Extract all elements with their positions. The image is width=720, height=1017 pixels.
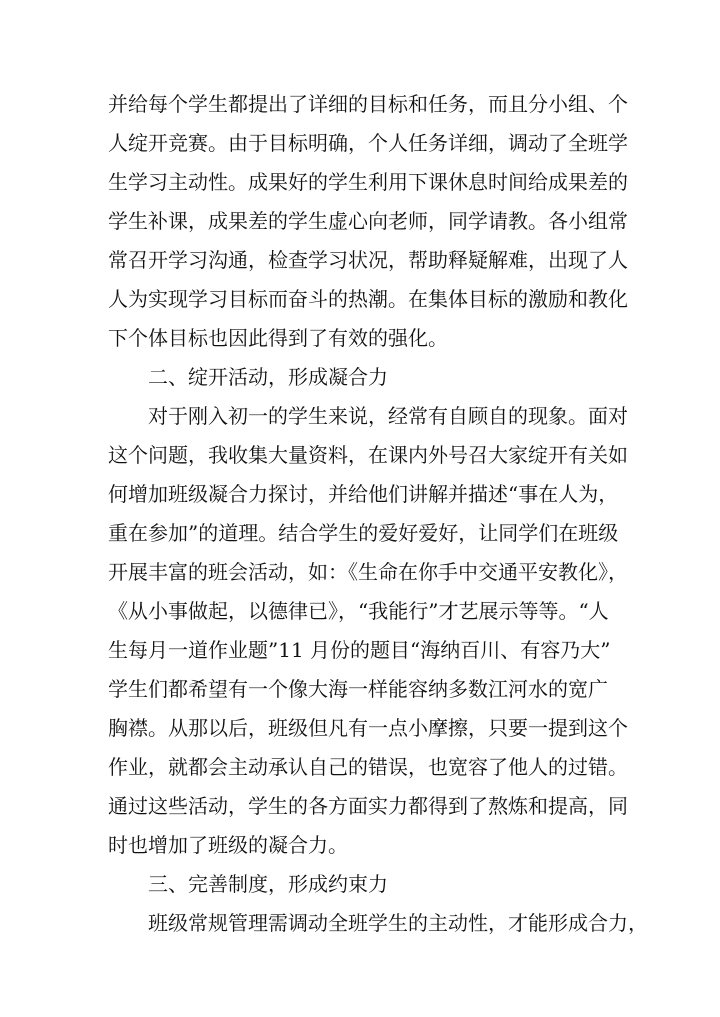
paragraph-line: 常召开学习沟通，检查学习状况，帮助释疑解难，出现了人 (108, 248, 628, 272)
paragraph-line: 班级常规管理需调动全班学生的主动性，才能形成合力， (148, 911, 648, 935)
paragraph-line: 人为实现学习目标而奋斗的热潮。在集体目标的激励和教化 (108, 287, 628, 311)
paragraph-line: 学生们都希望有一个像大海一样能容纳多数江河水的宽广 (108, 677, 608, 701)
paragraph-line: 生每月一道作业题”11 月份的题目“海纳百川、有容乃大” (108, 638, 611, 662)
paragraph-line: 这个问题，我收集大量资料，在课内外号召大家绽开有关如 (108, 443, 628, 467)
paragraph-line: 通过这些活动，学生的各方面实力都得到了熬炼和提高，同 (108, 794, 628, 818)
paragraph-line: 生学习主动性。成果好的学生利用下课休息时间给成果差的 (108, 170, 628, 194)
paragraph-line: 开展丰富的班会活动，如：《生命在你手中交通平安教化》， (108, 560, 628, 584)
paragraph-line: 学生补课，成果差的学生虚心向老师，同学请教。各小组常 (108, 209, 628, 233)
paragraph-line: 对于刚入初一的学生来说，经常有自顾自的现象。面对 (148, 404, 628, 428)
section-heading: 二、绽开活动，形成凝合力 (148, 365, 388, 389)
paragraph-line: 并给每个学生都提出了详细的目标和任务，而且分小组、个 (108, 92, 628, 116)
paragraph-line: 时也增加了班级的凝合力。 (108, 833, 348, 857)
paragraph-line: 《从小事做起，以德律已》，“我能行”才艺展示等等。“人 (108, 599, 609, 623)
section-heading: 三、完善制度，形成约束力 (148, 872, 388, 896)
paragraph-line: 下个体目标也因此得到了有效的强化。 (108, 326, 448, 350)
paragraph-line: 胸襟。从那以后，班级但凡有一点小摩擦，只要一提到这个 (108, 716, 628, 740)
paragraph-line: 作业，就都会主动承认自己的错误，也宽容了他人的过错。 (108, 755, 628, 779)
paragraph-line: 重在参加”的道理。结合学生的爱好爱好，让同学们在班级 (108, 521, 619, 545)
paragraph-line: 何增加班级凝合力探讨，并给他们讲解并描述“事在人为， (108, 482, 619, 506)
paragraph-line: 人绽开竞赛。由于目标明确，个人任务详细，调动了全班学 (108, 131, 628, 155)
